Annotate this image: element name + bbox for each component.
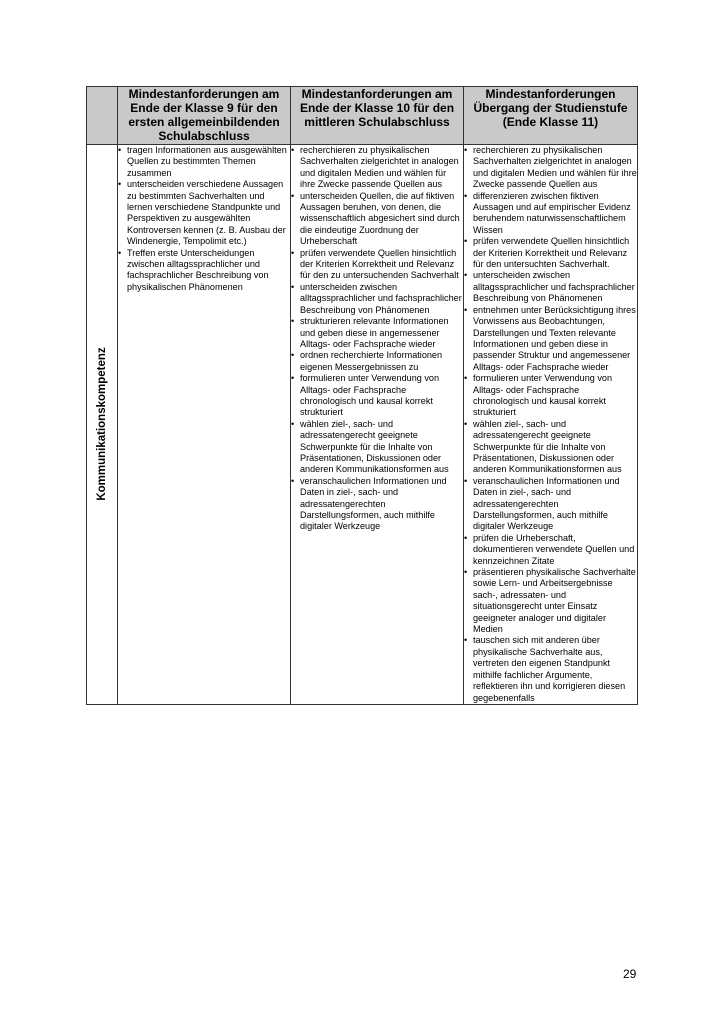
bullet-icon: •: [464, 190, 468, 201]
requirement-item: [291, 282, 463, 316]
requirement-item: [291, 373, 463, 419]
requirement-text: unterscheiden verschiedene Aussagen zu bestimmten Sachverhalten und lernen verschiedene Standpunkte und Perspektiven zu ausgewählten Kontroversen kennen (z. B. Ausbau der Windenergie, Tempolimit etc.): [127, 179, 286, 247]
content-row: [87, 145, 638, 705]
requirement-item: [464, 419, 637, 476]
page-number: 29: [623, 967, 637, 981]
requirement-text: ordnen recherchierte Informationen eigenen Messergebnissen zu: [300, 350, 443, 372]
bullet-icon: •: [291, 418, 295, 429]
bullet-icon: •: [118, 145, 122, 155]
bullet-icon: •: [464, 475, 468, 486]
requirement-text: differenzieren zwischen fiktiven Aussagen und auf empirischer Evidenz beruhendem naturwissenschaftlichem Wissen: [473, 190, 631, 235]
header-row: [87, 87, 638, 145]
competence-label: Kommunikationskompetenz: [96, 347, 108, 502]
requirement-item: [291, 145, 463, 191]
column-header-studienstufe: Mindestanforderungen Übergang der Studienstufe (Ende Klasse 11): [464, 87, 638, 145]
requirement-text: entnehmen unter Berücksichtigung ihres Vorwissens aus Beobachtungen, Darstellungen und Texten relevante Informationen und geben diese in passender Struktur und angemessener Alltags- oder Fachsprache wieder: [473, 304, 636, 372]
requirement-text: recherchieren zu physikalischen Sachverhalten zielgerichtet in analogen und digitalen Medien und wählen für ihre Zwecke passende Quellen aus: [473, 145, 637, 190]
requirement-list-studienstufe: [464, 145, 637, 704]
bullet-icon: •: [464, 373, 468, 384]
requirement-item: [464, 476, 637, 533]
bullet-icon: •: [464, 418, 468, 429]
bullet-icon: •: [464, 304, 468, 315]
corner-cell: [87, 87, 118, 145]
requirement-text: tauschen sich mit anderen über physikalische Sachverhalte aus, vertreten den eigenen Standpunkt mithilfe fachlicher Argumente, reflektieren ihn und korrigieren diesen gegebenenfalls: [473, 635, 626, 703]
requirement-text: prüfen verwendete Quellen hinsichtlich der Kriterien Korrektheit und Relevanz für den zu untersuchenden Sachverhalt: [300, 247, 459, 281]
bullet-icon: •: [118, 247, 122, 258]
requirement-text: wählen ziel-, sach- und adressatengerecht geeignete Schwerpunkte für die Inhalte von Präsentationen, Diskussionen oder anderen Kommunikationsformen aus: [473, 418, 622, 475]
column-header-klasse-10: Mindestanforderungen am Ende der Klasse 10 für den mittleren Schulabschluss: [291, 87, 464, 145]
column-cell-klasse-9: [118, 145, 291, 705]
requirement-text: unterscheiden Quellen, die auf fiktiven Aussagen beruhen, von denen, die wissenschaftlich abgesichert sind durch die eindeutige Zuordnung der Urheberschaft: [300, 190, 460, 247]
bullet-icon: •: [291, 247, 295, 258]
requirement-item: [118, 248, 290, 294]
requirement-item: [291, 350, 463, 373]
requirement-item: [464, 373, 637, 419]
column-header-klasse-9: Mindestanforderungen am Ende der Klasse 9 für den ersten allgemeinbildenden Schulabschluss: [118, 87, 291, 145]
bullet-icon: •: [464, 635, 468, 646]
bullet-icon: •: [118, 179, 122, 190]
bullet-icon: •: [291, 145, 295, 155]
requirement-text: Treffen erste Unterscheidungen zwischen alltagssprachlicher und fachsprachlicher Beschreibung von physikalischen Phänomenen: [127, 247, 269, 292]
bullet-icon: •: [464, 567, 468, 578]
requirement-text: unterscheiden zwischen alltagssprachlicher und fachsprachlicher Beschreibung von Phänomenen: [473, 270, 635, 304]
bullet-icon: •: [291, 475, 295, 486]
requirement-item: [464, 145, 637, 191]
requirement-text: strukturieren relevante Informationen und geben diese in angemessener Alltags- oder Fachsprache wieder: [300, 316, 449, 349]
requirement-item: [291, 476, 463, 533]
side-label-cell: [87, 145, 118, 705]
bullet-icon: •: [464, 145, 468, 155]
column-cell-klasse-10: [291, 145, 464, 705]
requirement-item: [464, 270, 637, 304]
requirements-table: [86, 86, 638, 705]
requirement-item: [464, 236, 637, 270]
requirement-text: formulieren unter Verwendung von Alltags- oder Fachsprache chronologisch und kausal korrekt strukturiert: [473, 373, 613, 418]
requirement-item: [118, 145, 290, 179]
requirement-item: [291, 248, 463, 282]
requirement-text: formulieren unter Verwendung von Alltags- oder Fachsprache chronologisch und kausal korrekt strukturiert: [300, 373, 440, 418]
requirement-item: [291, 316, 463, 350]
requirement-text: veranschaulichen Informationen und Daten in ziel-, sach- und adressatengerechten Darstellungsformen, auch mithilfe digitaler Werkzeuge: [473, 475, 620, 532]
requirement-list-klasse-9: [118, 145, 290, 293]
bullet-icon: •: [291, 373, 295, 384]
requirement-list-klasse-10: [291, 145, 463, 533]
bullet-icon: •: [464, 270, 468, 281]
requirement-item: [464, 305, 637, 373]
bullet-icon: •: [464, 532, 468, 543]
requirement-text: wählen ziel-, sach- und adressatengerecht geeignete Schwerpunkte für die Inhalte von Präsentationen, Diskussionen oder anderen Kommunikationsformen aus: [300, 418, 449, 475]
requirement-text: unterscheiden zwischen alltagssprachlicher und fachsprachlicher Beschreibung von Phänomenen: [300, 281, 462, 315]
requirement-text: prüfen die Urheberschaft, dokumentieren verwendete Quellen und kennzeichnen Zitate: [473, 532, 635, 566]
requirement-item: [118, 179, 290, 247]
requirement-text: präsentieren physikalische Sachverhalte sowie Lern- und Arbeitsergebnisse sach-, adressaten- und situationsgerecht unter Einsatz geeigneter analoger und digitaler Medien: [473, 567, 636, 635]
requirement-item: [291, 419, 463, 476]
requirement-text: tragen Informationen aus ausgewählten Quellen zu bestimmten Themen zusammen: [127, 145, 287, 178]
bullet-icon: •: [464, 236, 468, 247]
requirement-text: prüfen verwendete Quellen hinsichtlich der Kriterien Korrektheit und Relevanz für den untersuchten Sachverhalt.: [473, 236, 630, 270]
requirement-text: veranschaulichen Informationen und Daten in ziel-, sach- und adressatengerechten Darstellungsformen, auch mithilfe digitaler Werkzeuge: [300, 475, 447, 532]
requirement-item: [464, 191, 637, 237]
requirement-item: [464, 635, 637, 703]
column-cell-studienstufe: [464, 145, 638, 705]
requirement-text: recherchieren zu physikalischen Sachverhalten zielgerichtet in analogen und digitalen Medien und wählen für ihre Zwecke passende Quellen aus: [300, 145, 459, 190]
requirement-item: [291, 191, 463, 248]
bullet-icon: •: [291, 190, 295, 201]
requirement-item: [464, 533, 637, 567]
bullet-icon: •: [291, 316, 295, 327]
bullet-icon: •: [291, 350, 295, 361]
bullet-icon: •: [291, 281, 295, 292]
requirement-item: [464, 567, 637, 635]
